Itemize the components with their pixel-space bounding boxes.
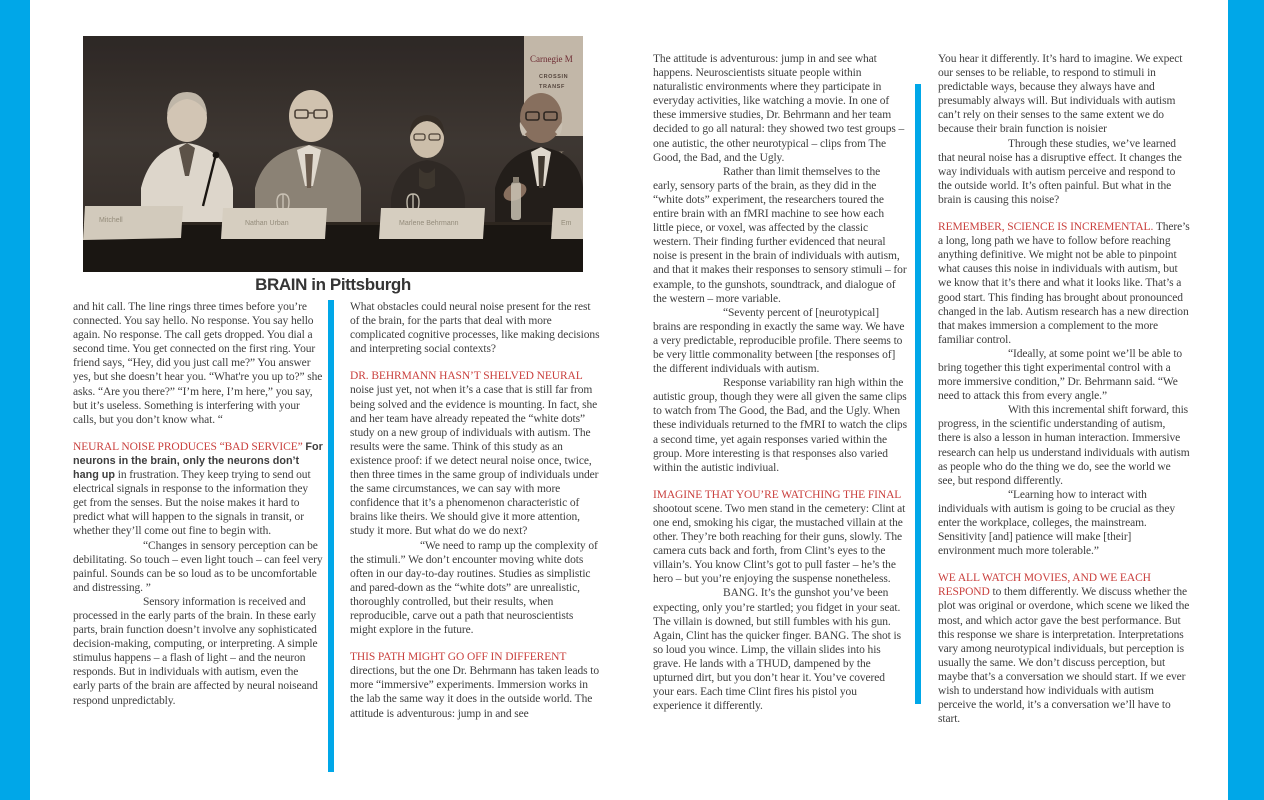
- section-heading: WE ALL WATCH MOVIES, AND WE EACH RESPOND: [938, 572, 1151, 599]
- paragraph: Through these studies, we’ve learned that neural noise has a disruptive effect. It changes the way individuals with autism perceive and respond to the outside world. It’s often painful. But what in the brain is causing this noise?: [938, 137, 1182, 206]
- text-column-3: [653, 52, 907, 713]
- name-card-label: Nathan Urban: [245, 220, 289, 227]
- paragraph: BANG. It’s the gunshot you’ve been expecting, only you’re startled; you fidget in your seat. The villain is downed, but still fumbles with his gun. Again, Clint has the quicker finger. BANG. The shot is so loud you wince. Limp, the villain slides into his grave. He lands with a THUD, dampened by the upturned dirt, but you don’t hear it. You’ve covered your ears. Each time Clint fires his pistol you experience it differently.: [653, 587, 901, 713]
- column-separator-2: [915, 84, 921, 704]
- section-heading: THIS PATH MIGHT GO OFF IN DIFFERENT: [350, 651, 567, 664]
- section-paragraph: REMEMBER, SCIENCE IS INCREMENTAL. There’s a long, long path we have to follow before reaching anything definitive. We might not be able to pinpoint what causes this noise in individuals with autism, but we know that it’s there and what it looks like. That’s a good start. This finding has brought about pronounced changed in the lab. Autism research has a new direction that makes immersion a complement to the more familiar control.: [938, 221, 1190, 346]
- bold-lead-in: For neurons in the brain, only the neurons don’t hang up: [73, 440, 323, 482]
- text-column-1: [73, 300, 323, 708]
- paragraph: “Changes in sensory perception can be debilitating. So touch – even light touch – can feel very painful. Sounds can be so loud as to be uncomfortable and distressing. ”: [73, 539, 323, 594]
- section-paragraph: DR. BEHRMANN HASN’T SHELVED NEURAL noise just yet, not when it’s a case that is still far from being solved and the evidence is mounting. In fact, she and her team have already repeated the “white dots” study on a new group of individuals with autism. The results were the same. Think of this study as an existence proof: if we detect neural noise once, twice, then three times in the same group of individuals under the same circumstances, we can say with more confidence that it’s a phenomenon characteristic of brains like theirs. We should give it more attention, study it more. But what do we do next?: [350, 370, 599, 538]
- column-separator-1: [328, 300, 334, 772]
- panel-photo-illustration: [83, 36, 583, 272]
- banner-line-3: TRANSF: [539, 84, 565, 90]
- paragraph: Response variability ran high within the autistic group, though they were all given the same clips to watch from The Good, the Bad, and the Ugly. When these individuals returned to the fMRI to watch the clips a second time, yet again responses varied within the group. More interesting is that responses also varied within the autistic indiviual.: [653, 377, 907, 474]
- right-accent-bar: [1228, 0, 1264, 800]
- name-card-label: Em: [561, 220, 572, 227]
- paragraph: “Learning how to interact with individuals with autism is going to be crucial as they enter the workplace, colleges, the mainstream. Sensitivity [and] patience will make [their] environment much more tolerable.”: [938, 488, 1176, 558]
- paragraph: “Ideally, at some point we’ll be able to bring together this tight experimental control with a more immersive condition,” Dr. Behrmann said. “We need to attack this from every angle.”: [938, 347, 1183, 403]
- paragraph: Rather than limit themselves to the early, sensory parts of the brain, as they did in the “white dots” experiment, the researchers toured the entire brain with an fMRI machine to see how each little piece, or voxel, was affected by the classic western. Their finding further evidenced that neural noise is present in the brain of individuals with autism, and that it makes their responses to sensory stimuli – for example, to the gunshots, soundtrack, and dialogue of the western – more variable.: [653, 165, 907, 305]
- paragraph: and hit call. The line rings three times before you’re connected. You say hello. No response. You say hello again. No response. The call gets dropped. You dial a second time. You get connected on the first ring. Your friend says, “Hey, did you just call me?” You answer yes, but she doesn’t hear you. “What're you up to?” she asks. “Are you there?” “I’m here, I’m here,” you say, but it’s useless. Something is interfering with your calls, but you don’t know what. “: [73, 301, 323, 426]
- paragraph: The attitude is adventurous: jump in and see what happens. Neuroscientists situate people within naturalistic environments where they participate in everyday activities, like watching a movie. In one of these immersive studies, Dr. Behrmann and her team decided to go all natural: they showed two test groups – one autistic, the other neurotypical – clips from The Good, the Bad, and the Ugly.: [653, 53, 905, 164]
- paragraph: Sensory information is received and processed in the early parts of the brain. In these early parts, brain function doesn’t involve any sophisticated decision-making, computing, or interpreting. A simple stimulus happens – a flash of light – and the neuron responds. But in individuals with autism, even the early parts of the brain are affected by neural noiseand respond unpredictably.: [73, 595, 318, 707]
- banner-line-1: Carnegie M: [530, 54, 573, 64]
- paragraph: You hear it differently. It’s hard to imagine. We expect our senses to be reliable, to respond to stimuli in predictable ways, because they always have and presumably always will. But individuals with autism can’t rely on their senses to the same extent we do because their brain function is noisier: [938, 53, 1183, 136]
- name-card-label: Mitchell: [99, 217, 123, 224]
- sepia-overlay: [83, 36, 583, 272]
- section-paragraph: IMAGINE THAT YOU’RE WATCHING THE FINAL shootout scene. Two men stand in the cemetery: Clint at one end, smoking his cigar, the mustached villain at the other. They’re both reaching for their guns, slowly. The camera cuts back and forth, from Clint’s eyes to the villain’s. You know Clint’s got to pull faster – he’s the hero – but you’re enjoying the suspense nonetheless.: [653, 488, 906, 586]
- panel-photo: [83, 36, 583, 272]
- paragraph: “Seventy percent of [neurotypical] brains are responding in exactly the same way. We have a very predictable, reproducible profile. There seems to be very little commonality between [the responses of] the different individuals with autism.: [653, 306, 905, 376]
- section-heading: REMEMBER, SCIENCE IS INCREMENTAL.: [938, 221, 1154, 234]
- section-heading: NEURAL NOISE PRODUCES “BAD SERVICE”: [73, 440, 303, 453]
- left-accent-bar: [0, 0, 30, 800]
- paragraph: With this incremental shift forward, this progress, in the scientific understanding of autism, there is also a lesson in human interaction. Immersive research can help us understand individuals with autism as people who do the thing we do, see the world we see, but respond differently.: [938, 404, 1190, 487]
- photo-caption: BRAIN in Pittsburgh: [255, 275, 411, 294]
- text-column-2: [350, 300, 602, 721]
- banner-line-2: CROSSIN: [539, 74, 569, 80]
- section-heading: IMAGINE THAT YOU’RE WATCHING THE FINAL: [653, 488, 901, 501]
- text-column-4: [938, 52, 1190, 726]
- section-paragraph: THIS PATH MIGHT GO OFF IN DIFFERENT directions, but the one Dr. Behrmann has taken leads to more “immersive” experiments. Immersion works in the lab the same way it does in the outside world. The attitude is adventurous: jump in and see: [350, 651, 600, 720]
- name-card-label: Marlene Behrmann: [399, 220, 459, 227]
- section-heading: DR. BEHRMANN HASN’T SHELVED NEURAL: [350, 370, 583, 383]
- section-paragraph: NEURAL NOISE PRODUCES “BAD SERVICE” For neurons in the brain, only the neurons don’t hang up in frustration. They keep trying to send out electrical signals in response to the information they get from the senses. But the noise makes it hard to predict what will happen to the signals in transit, or whether they’ll come out fine to begin with.: [73, 440, 323, 538]
- section-paragraph: WE ALL WATCH MOVIES, AND WE EACH RESPOND to them differently. We discuss whether the plot was original or overdone, which scene we liked the most, and which actor gave the best performance. But this response we share is interpretation. Interpretations vary among neurotypical individuals, but perception is usually the same. We don’t discuss perception, but maybe that’s a conversation we should start. If we ever wish to understand how individuals with autism perceive the world, it’s a conversation we’ll have to start.: [938, 572, 1190, 726]
- paragraph: “We need to ramp up the complexity of the stimuli.” We don’t encounter moving white dots often in our day-to-day routines. Studies as simplistic and pared-down as the “white dots” are unrealistic, thoroughly controlled, but their results, when reproducible, carve out a path that neuroscientists might explore in the future.: [350, 539, 598, 637]
- paragraph: What obstacles could neural noise present for the rest of the brain, for the parts that deal with more complicated cognitive processes, like making decisions and interpreting social contexts?: [350, 301, 600, 356]
